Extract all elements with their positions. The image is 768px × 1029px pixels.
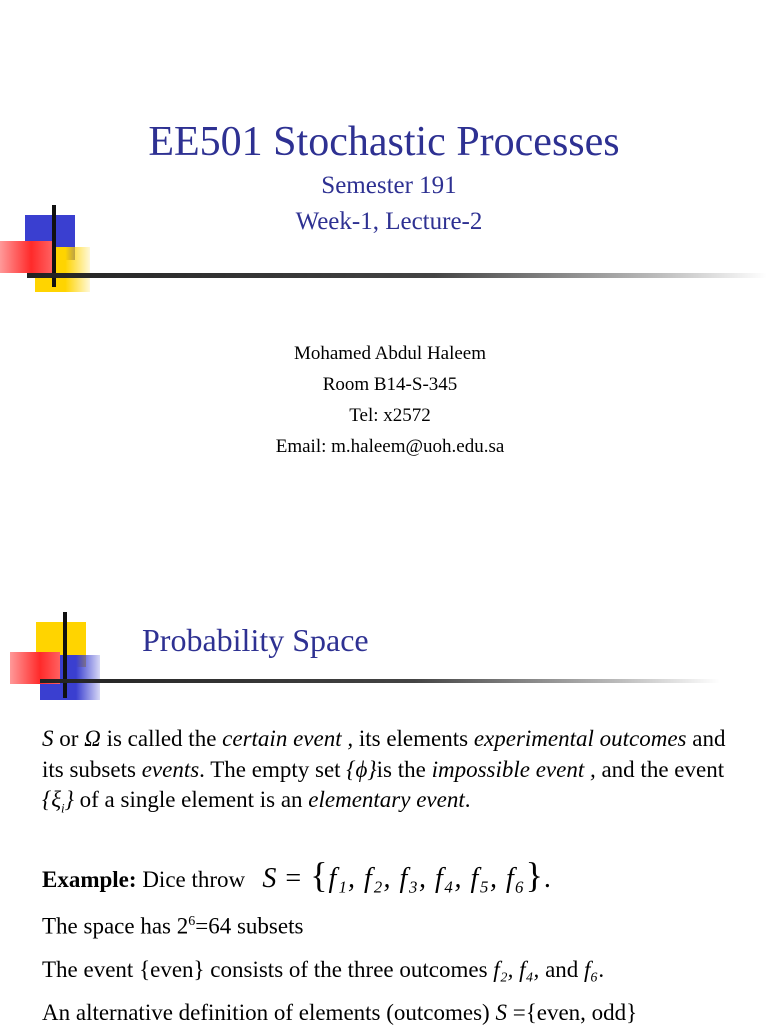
period: . (598, 957, 605, 982)
text: . (464, 787, 471, 812)
certain-event-term: certain event , (222, 726, 354, 751)
slide-title: EE501 Stochastic Processes (148, 119, 620, 165)
semester-subtitle: Semester 191 (321, 172, 457, 199)
elementary-event-term: elementary event (308, 787, 465, 812)
example-text: Dice throw (136, 867, 246, 892)
decorative-squares-2 (0, 610, 105, 700)
room: Room B14-S-345 (322, 374, 458, 395)
text: =64 subsets (195, 913, 304, 939)
impossible-event-term: impossible event , (431, 756, 596, 782)
text: and (539, 957, 585, 982)
instructor-name: Mohamed Abdul Haleem (293, 343, 487, 364)
section-rule (40, 679, 720, 683)
even-event-line (42, 955, 742, 986)
text: The event {even} consists of the three outcomes (42, 957, 494, 982)
example-label: Example: (42, 867, 137, 892)
text: is called the (100, 726, 223, 751)
xi-symbol: {ξ (42, 787, 62, 812)
s-symbol: S (42, 726, 54, 751)
text-or: or (53, 726, 85, 751)
text: ={even, odd} (506, 1000, 638, 1025)
xi-subscript: i (61, 800, 65, 816)
week-subtitle: Week-1, Lecture-2 (295, 208, 483, 235)
definition-paragraph (42, 724, 742, 824)
dice-sample-space (262, 855, 552, 895)
title-rule (27, 273, 767, 278)
xi-set-symbol (42, 787, 74, 816)
s-symbol: S (262, 863, 278, 894)
instructor-info (0, 338, 768, 462)
text: and its subsets (42, 726, 726, 782)
omega-symbol: Ω (84, 726, 101, 751)
f6-symbol: f₆ (584, 957, 599, 982)
text: and the event (595, 756, 725, 782)
section-title: Probability Space (142, 622, 369, 658)
experimental-outcomes-term: experimental outcomes (473, 726, 687, 751)
text: is the (376, 756, 432, 782)
exponent: 6 (188, 914, 196, 929)
equals: = (277, 863, 311, 894)
text: An alternative definition of elements (outcomes) (42, 1000, 496, 1025)
text: . The empty set (199, 756, 347, 782)
even-outcomes: f₂, f₄, (493, 957, 540, 982)
email: Email: m.haleem@uoh.edu.sa (275, 436, 505, 457)
example-line (42, 855, 742, 896)
text: The space has 2 (42, 913, 189, 939)
brace-open: { (310, 855, 329, 895)
text: of a single element is an (73, 787, 309, 812)
set-items: f₁, f₂, f₃, f₄, f₅, f₆ (328, 863, 526, 894)
xi-close: } (64, 787, 74, 812)
telephone: Tel: x2572 (349, 405, 431, 426)
text: its elements (353, 726, 474, 751)
brace-close: } (525, 855, 544, 895)
events-term: events (141, 756, 200, 782)
s-symbol: S (495, 1000, 507, 1025)
subsets-line (42, 907, 742, 942)
period: . (543, 863, 552, 894)
empty-set-symbol: {ϕ} (346, 756, 377, 782)
